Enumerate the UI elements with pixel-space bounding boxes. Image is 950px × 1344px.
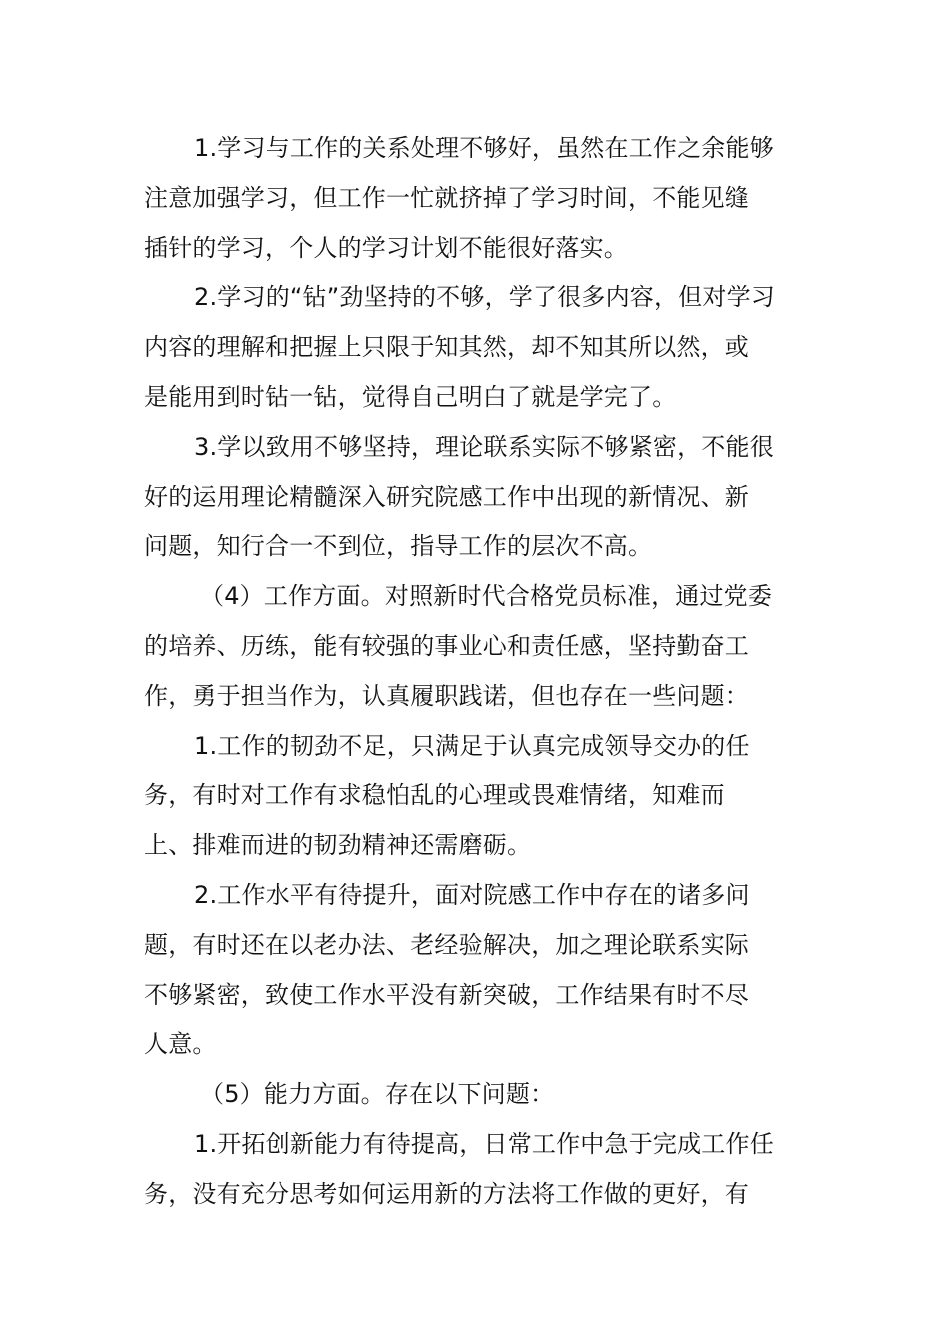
text-line: 1.开拓创新能力有待提高，日常工作中急于完成工作任 (194, 1129, 774, 1158)
text-line: 3.学以致用不够坚持，理论联系实际不够紧密，不能很 (194, 432, 774, 461)
text-line: 注意加强学习，但工作一忙就挤掉了学习时间，不能见缝 (144, 183, 749, 212)
text-line: 2.工作水平有待提升，面对院感工作中存在的诸多问 (194, 880, 750, 909)
text-line: 插针的学习，个人的学习计划不能很好落实。 (144, 233, 628, 262)
section-heading-line: （5）能力方面。存在以下问题： (200, 1080, 555, 1109)
text-line: 人意。 (144, 1030, 217, 1059)
text-line: 问题，知行合一不到位，指导工作的层次不高。 (144, 532, 653, 561)
text-line: 2.学习的“钻”劲坚持的不够，学了很多内容，但对学习 (194, 283, 775, 312)
section-heading-line: （4）工作方面。对照新时代合格党员标准，通过党委 (200, 582, 773, 611)
text-line: 1.学习与工作的关系处理不够好，虽然在工作之余能够 (194, 134, 774, 162)
text-line: 务，没有充分思考如何运用新的方法将工作做的更好，有 (144, 1179, 749, 1208)
text-line: 作，勇于担当作为，认真履职践诺，但也存在一些问题： (144, 681, 749, 710)
text-line: 上、排难而进的韧劲精神还需磨砺。 (144, 831, 532, 860)
text-line: 1.工作的韧劲不足，只满足于认真完成领导交办的任 (194, 731, 750, 760)
text-line: 内容的理解和把握上只限于知其然，却不知其所以然，或 (144, 333, 749, 362)
text-line: 务，有时对工作有求稳怕乱的心理或畏难情绪，知难而 (144, 781, 725, 810)
text-line: 是能用到时钻一钻，觉得自己明白了就是学完了。 (144, 382, 677, 411)
text-line: 题，有时还在以老办法、老经验解决，加之理论联系实际 (144, 930, 749, 959)
text-line: 的培养、历练，能有较强的事业心和责任感，坚持勤奋工 (144, 631, 749, 660)
text-line: 好的运用理论精髓深入研究院感工作中出现的新情况、新 (144, 482, 749, 511)
text-line: 不够紧密，致使工作水平没有新突破，工作结果有时不尽 (144, 980, 749, 1009)
document-body (144, 124, 810, 1220)
